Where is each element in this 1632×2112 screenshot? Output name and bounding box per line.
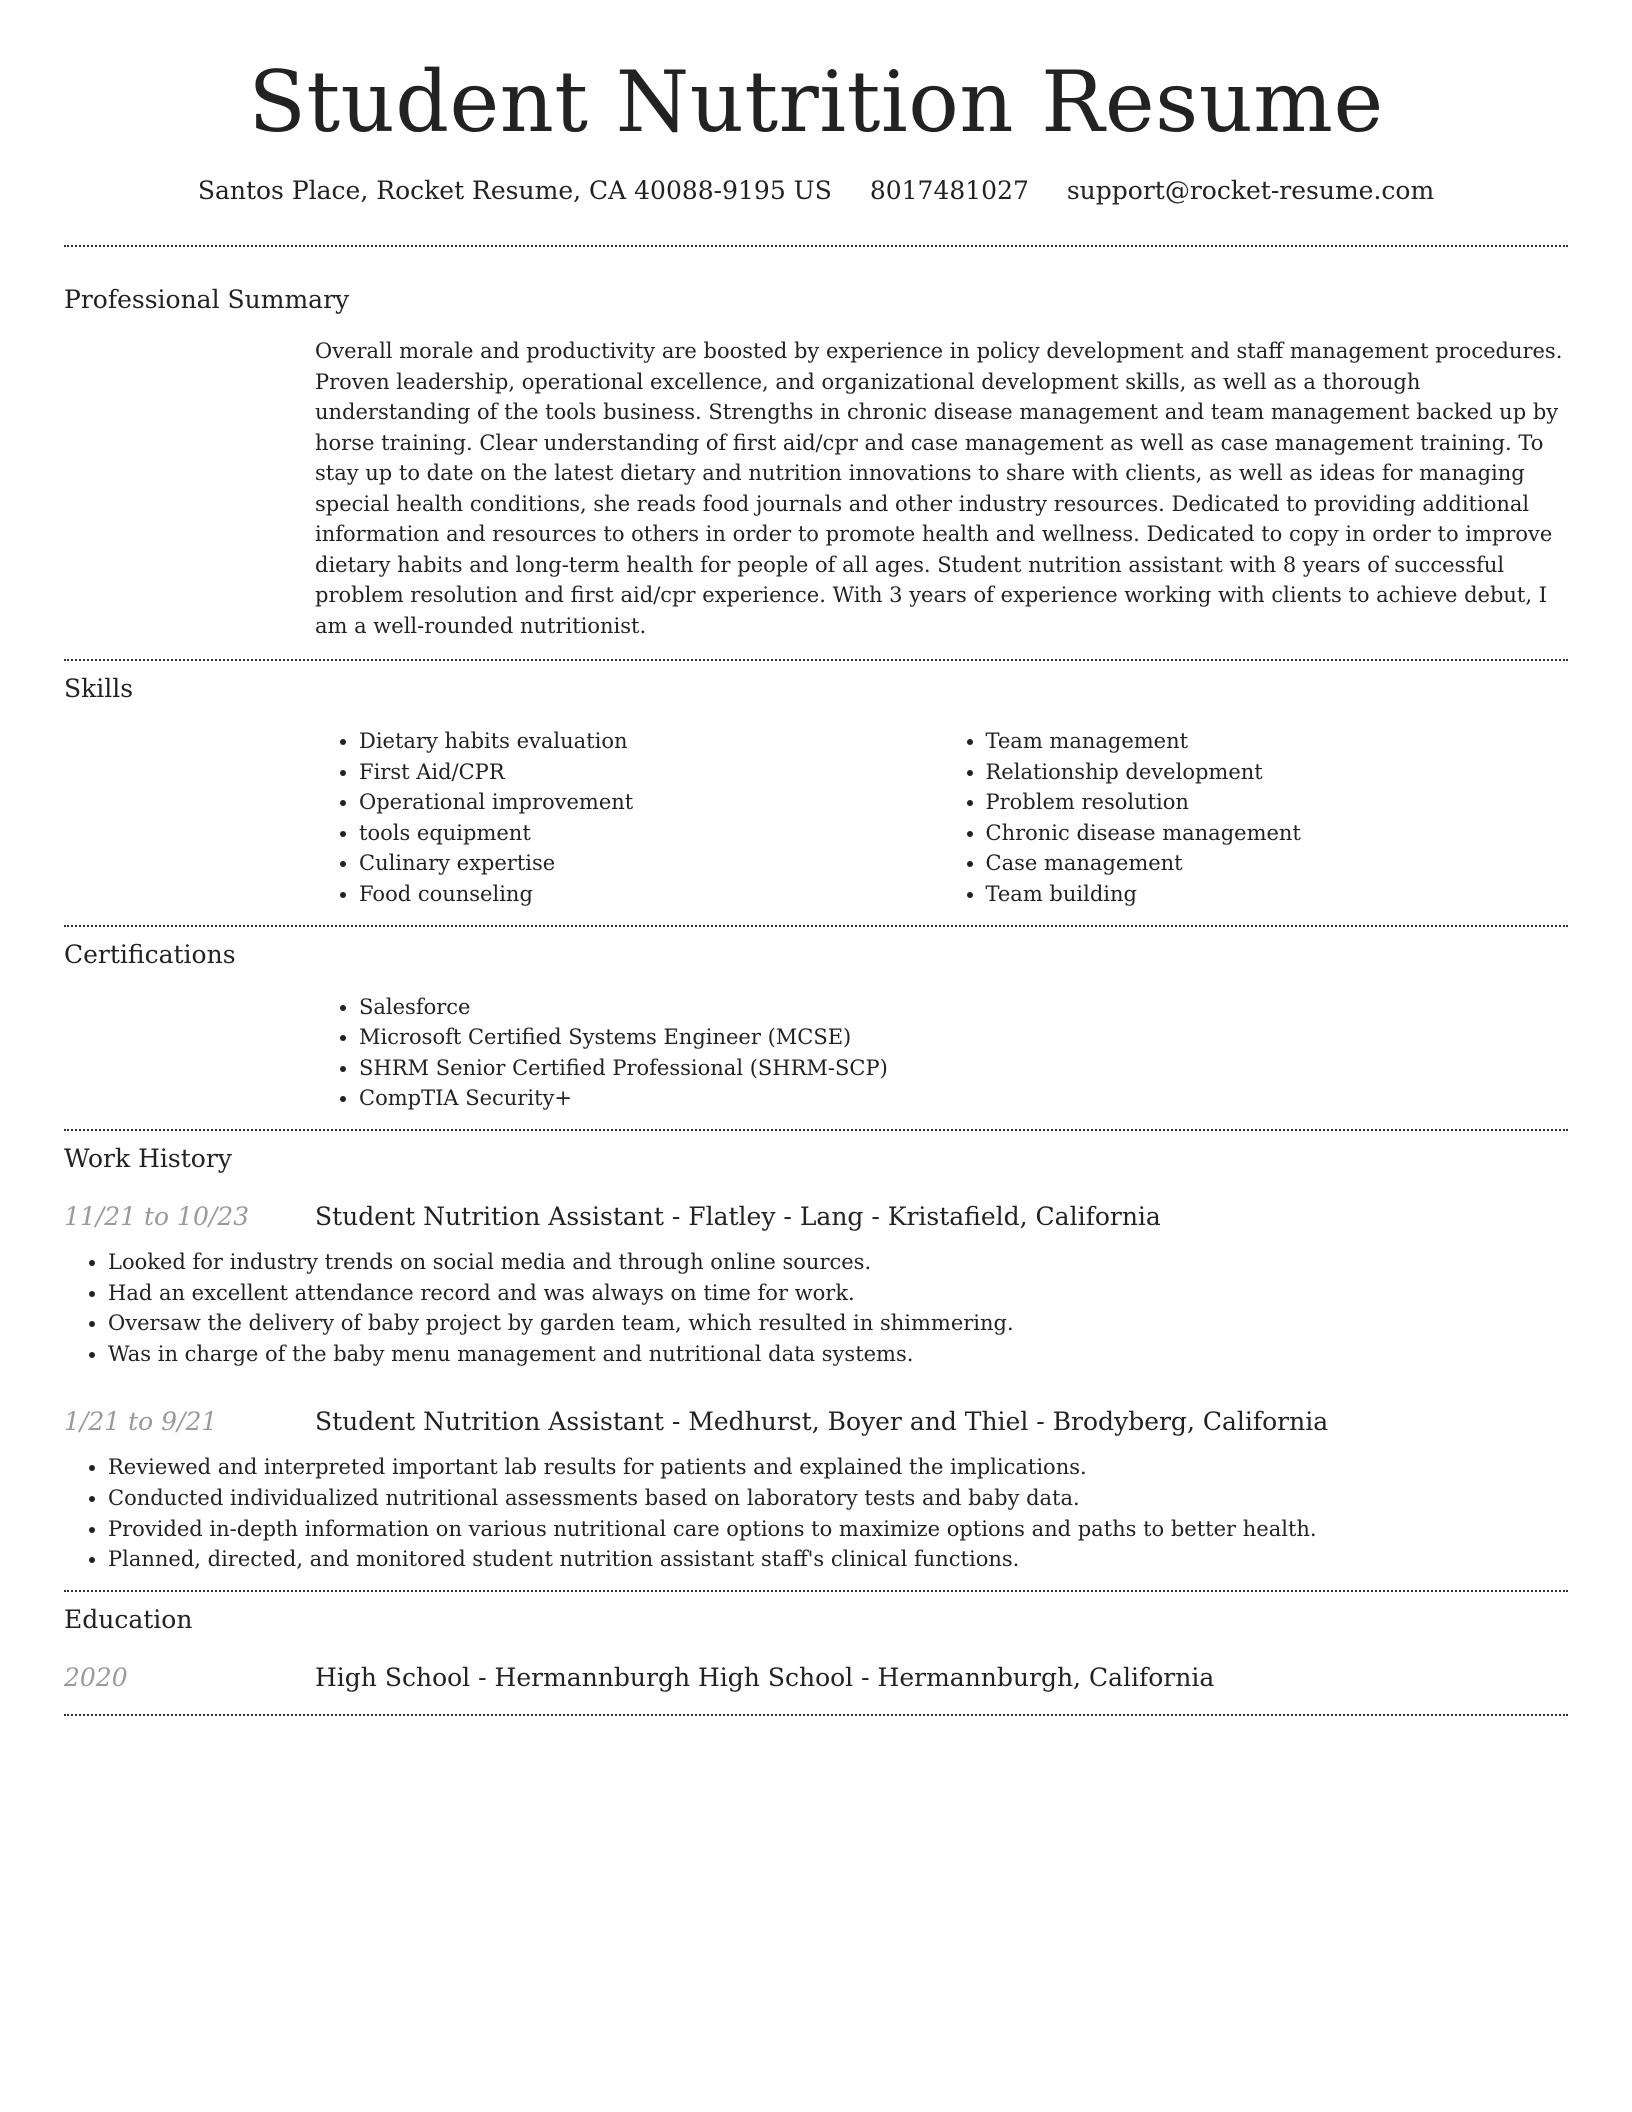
job-bullet: • Oversaw the delivery of baby project by garden team, which resulted in shimmering. [108, 1308, 1568, 1339]
job-company: Medhurst, Boyer and Thiel [688, 1407, 1029, 1437]
job-heading [315, 1405, 1328, 1439]
separator: - [470, 1662, 495, 1692]
job-location: Kristafield, California [887, 1201, 1161, 1231]
skills-section [64, 661, 1568, 910]
education-heading-line [315, 1661, 1214, 1695]
skills-heading: Skills [64, 674, 134, 703]
certifications-heading: Certifications [64, 939, 236, 969]
work-history-heading: Work History [64, 1143, 232, 1173]
education-entry [64, 1661, 1568, 1695]
summary-heading: Professional Summary [64, 285, 350, 314]
job-bullet: • Conducted individualized nutritional assessments based on laboratory tests and baby data. [108, 1483, 1568, 1514]
education-school: Hermannburgh High School [494, 1662, 854, 1692]
job-title: Student Nutrition Assistant [315, 1407, 664, 1437]
job-bullet: • Reviewed and interpreted important lab results for patients and explained the implications. [108, 1452, 1568, 1483]
education-section [64, 1592, 1568, 1695]
skills-list-left [315, 726, 942, 910]
summary-text: Overall morale and productivity are boosted by experience in policy development and staff management procedures. Proven leadership, operational excellence, and organizational development skills, as well as a thorough understanding of the tools business. Strengths in chronic disease management and team management backed up by horse training. Clear understanding of first aid/cpr and case management as well as case management training. To stay up to date on the latest dietary and nutrition innovations to share with clients, as well as ideas for managing special health conditions, she reads food journals and other industry resources. Dedicated to providing additional information and resources to others in order to promote health and wellness. Dedicated to copy in order to improve dietary habits and long-term health for people of all ages. Student nutrition assistant with 8 years of successful problem resolution and first aid/cpr experience. With 3 years of experience working with clients to achieve debut, I am a well-rounded nutritionist. [315, 339, 1563, 638]
certifications-content [315, 992, 1568, 1114]
certification-item: • SHRM Senior Certified Professional (SHRM-SCP) [359, 1053, 1568, 1084]
certifications-list [315, 992, 1568, 1114]
job-bullet: • Was in charge of the baby menu management and nutritional data systems. [108, 1339, 1568, 1370]
separator: - [853, 1662, 878, 1692]
certifications-section [64, 927, 1568, 1114]
job-bullets [64, 1452, 1568, 1574]
work-history-section [64, 1131, 1568, 1575]
contact-email: support@rocket-resume.com [1066, 176, 1435, 205]
job-entry [64, 1405, 1568, 1574]
job-entry [64, 1200, 1568, 1369]
education-year: 2020 [64, 1662, 128, 1692]
contact-phone: 8017481027 [869, 176, 1029, 205]
skill-item: • Dietary habits evaluation [359, 726, 942, 757]
skill-item: • Food counseling [359, 879, 942, 910]
skill-item: • Team management [986, 726, 1569, 757]
skills-list-right [942, 726, 1569, 910]
skill-item: • Culinary expertise [359, 848, 942, 879]
skill-item: • Relationship development [986, 757, 1569, 788]
job-bullet: • Provided in-depth information on various nutritional care options to maximize options and paths to better health. [108, 1514, 1568, 1545]
job-location: Brodyberg, California [1052, 1407, 1329, 1437]
job-header [64, 1200, 1568, 1234]
job-title: Student Nutrition Assistant [315, 1201, 664, 1231]
skill-item: • Case management [986, 848, 1569, 879]
job-company: Flatley - Lang [688, 1201, 864, 1231]
separator: - [663, 1407, 689, 1437]
separator: - [1028, 1407, 1053, 1437]
contact-address: Santos Place, Rocket Resume, CA 40088-9195 US [197, 176, 832, 205]
certification-item: • Salesforce [359, 992, 1568, 1023]
skill-item: • Operational improvement [359, 787, 942, 818]
skill-item: • First Aid/CPR [359, 757, 942, 788]
certification-item: • Microsoft Certified Systems Engineer (MCSE) [359, 1022, 1568, 1053]
skill-item: • Chronic disease management [986, 818, 1569, 849]
job-dates: 1/21 to 9/21 [64, 1407, 218, 1437]
separator: - [663, 1201, 689, 1231]
education-degree: High School [315, 1662, 471, 1692]
skill-item: • Problem resolution [986, 787, 1569, 818]
job-bullet: • Planned, directed, and monitored student nutrition assistant staff's clinical functions. [108, 1544, 1568, 1575]
separator: - [863, 1201, 888, 1231]
certification-item: • CompTIA Security+ [359, 1083, 1568, 1114]
job-dates: 11/21 to 10/23 [64, 1201, 250, 1231]
job-bullets [64, 1247, 1568, 1369]
job-bullet: • Looked for industry trends on social media and through online sources. [108, 1247, 1568, 1278]
skill-item: • Team building [986, 879, 1569, 910]
resume-title: Student Nutrition Resume [248, 53, 1384, 151]
education-location: Hermannburgh, California [877, 1662, 1215, 1692]
section-divider [64, 1714, 1568, 1716]
job-header [64, 1405, 1568, 1439]
education-heading: Education [64, 1604, 193, 1634]
summary-section [64, 247, 1568, 641]
job-bullet: • Had an excellent attendance record and was always on time for work. [108, 1278, 1568, 1309]
skill-item: • tools equipment [359, 818, 942, 849]
job-heading [315, 1200, 1161, 1234]
summary-content [315, 336, 1568, 641]
contact-line [64, 174, 1568, 208]
skills-grid [315, 726, 1568, 910]
